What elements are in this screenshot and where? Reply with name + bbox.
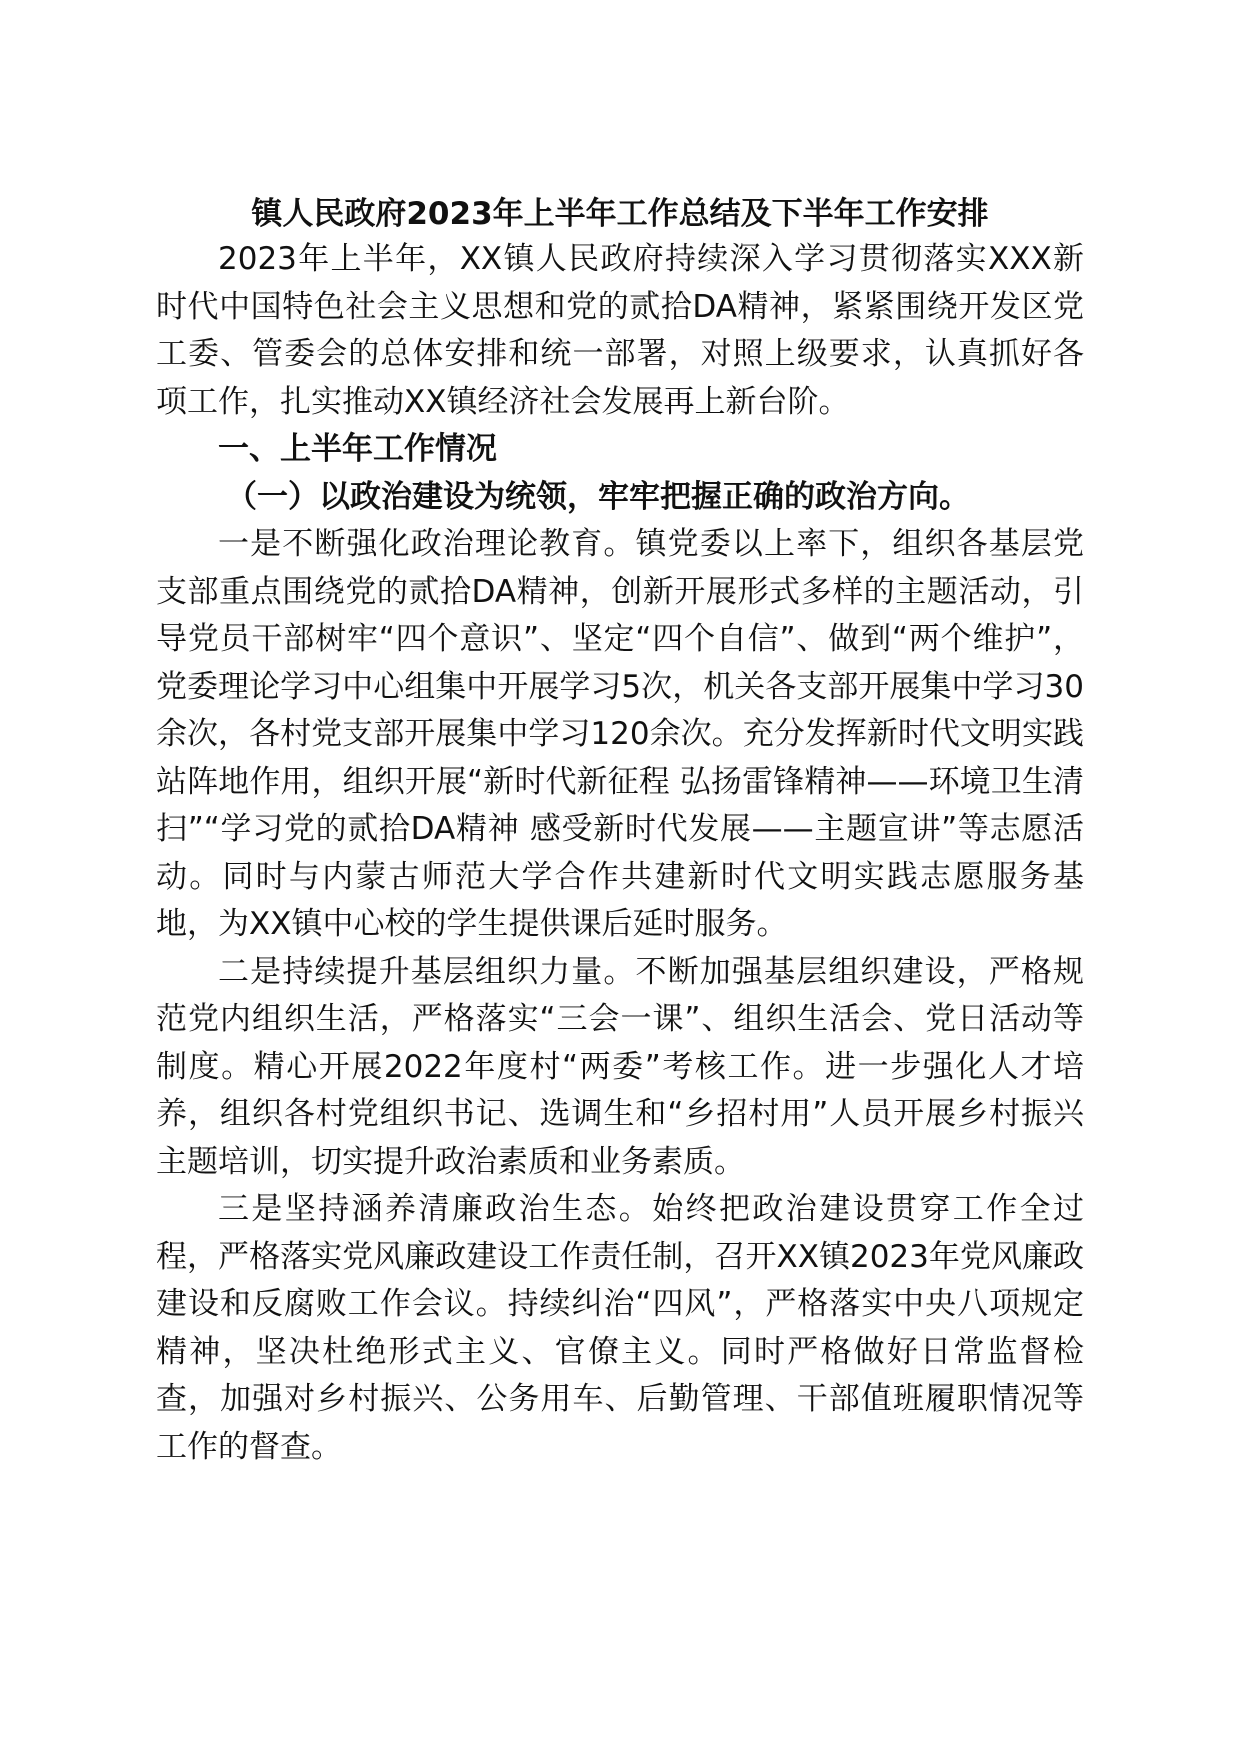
intro-paragraph: 2023年上半年，XX镇人民政府持续深入学习贯彻落实XXX新时代中国特色社会主义思想和党的贰拾DA精神，紧紧围绕开发区党工委、管委会的总体安排和统一部署，对照上级要求，认真抓好各项工作，扎实推动XX镇经济社会发展再上新台阶。 [156,241,1084,420]
subsection-heading: （一）以政治建设为统领，牢牢把握正确的政治方向。 [226,478,970,515]
body-paragraph-1: 一是不断强化政治理论教育。镇党委以上率下，组织各基层党支部重点围绕党的贰拾DA精神，创新开展形式多样的主题活动，引导党员干部树牢“四个意识”、坚定“四个自信”、做到“两个维护”，党委理论学习中心组集中开展学习5次，机关各支部开展集中学习30余次，各村党支部开展集中学习120余次。充分发挥新时代文明实践站阵地作用，组织开展“新时代新征程 弘扬雷锋精神——环境卫生清扫”“学习党的贰拾DA精神 感受新时代发展——主题宣讲”等志愿活动。同时与内蒙古师范大学合作共建新时代文明实践志愿服务基地，为XX镇中心校的学生提供课后延时服务。 [156,526,1084,942]
section-heading: 一、上半年工作情况 [218,431,497,467]
body-paragraph-2: 二是持续提升基层组织力量。不断加强基层组织建设，严格规范党内组织生活，严格落实“三会一课”、组织生活会、党日活动等制度。精心开展2022年度村“两委”考核工作。进一步强化人才培养，组织各村党组织书记、选调生和“乡招村用”人员开展乡村振兴主题培训，切实提升政治素质和业务素质。 [156,953,1084,1180]
document-page [156,192,1084,1471]
document-title: 镇人民政府2023年上半年工作总结及下半年工作安排 [251,196,989,232]
body-paragraph-3: 三是坚持涵养清廉政治生态。始终把政治建设贯穿工作全过程，严格落实党风廉政建设工作责任制，召开XX镇2023年党风廉政建设和反腐败工作会议。持续纠治“四风”，严格落实中央八项规定精神，坚决杜绝形式主义、官僚主义。同时严格做好日常监督检查，加强对乡村振兴、公务用车、后勤管理、干部值班履职情况等工作的督查。 [156,1191,1084,1465]
